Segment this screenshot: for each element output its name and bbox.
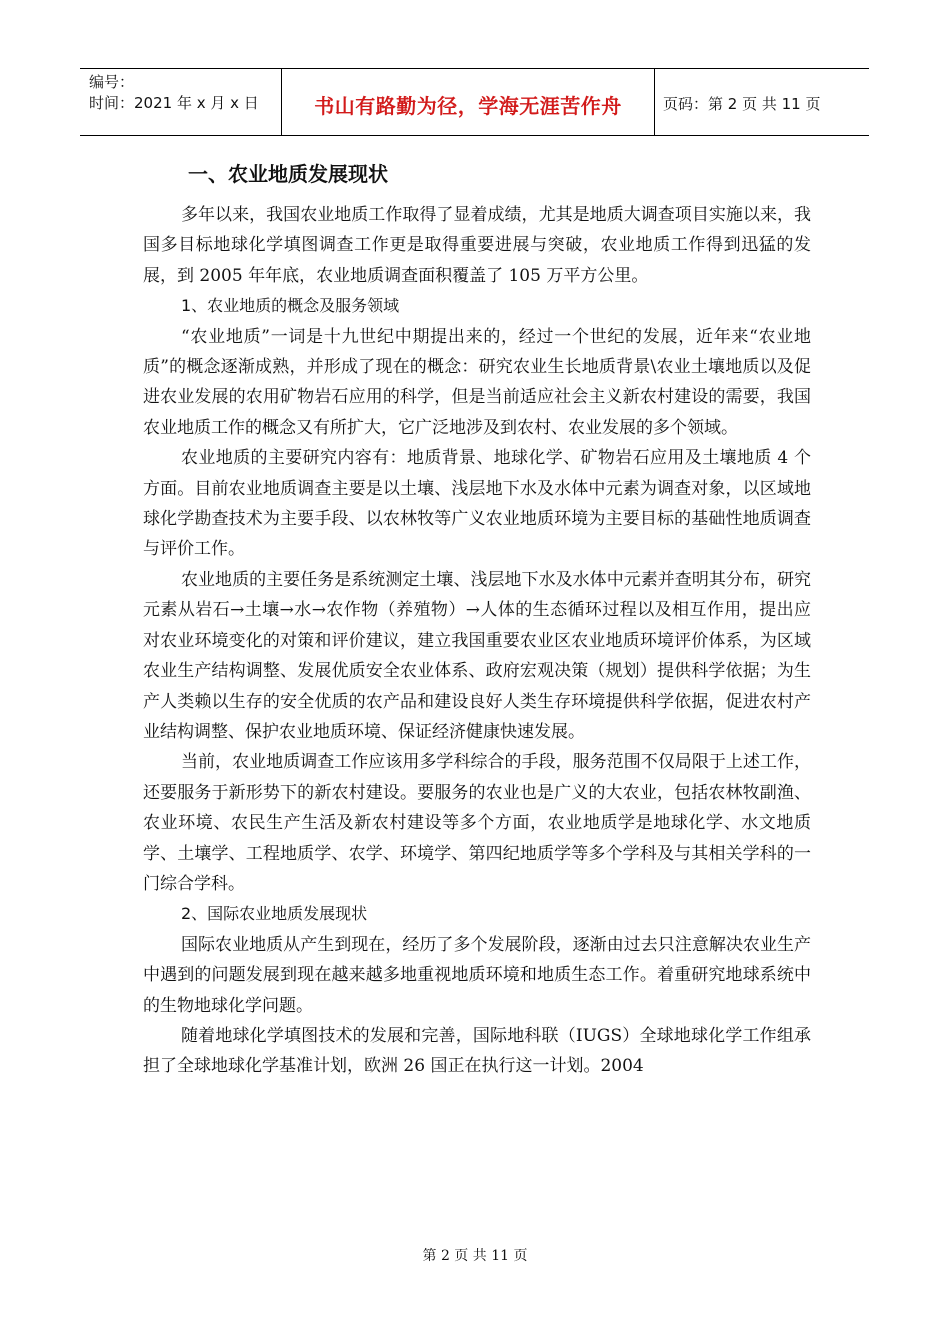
document-header: [80, 68, 869, 136]
paragraph: “农业地质”一词是十九世纪中期提出来的，经过一个世纪的发展，近年来“农业地质”的概念逐渐成熟，并形成了现在的概念：研究农业生长地质背景\农业土壤地质以及促进农业发展的农用矿物岩石应用的科学，但是当前适应社会主义新农村建设的需要，我国农业地质工作的概念又有所扩大，它广泛地涉及到农村、农业发展的多个领域。: [143, 326, 811, 438]
header-page-info: 页码：第 2 页 共 11 页: [663, 94, 821, 113]
subsection-2-title: 2、国际农业地质发展现状: [181, 904, 368, 924]
paragraph: 农业地质的主要任务是系统测定土壤、浅层地下水及水体中元素并查明其分布，研究元素从岩石→土壤→水→农作物（养殖物）→人体的生态循环过程以及相互作用，提出应对农业环境变化的对策和评价建议，建立我国重要农业区农业地质环境评价体系，为区域农业生产结构调整、发展优质安全农业体系、政府宏观决策（规划）提供科学依据；为生产人类赖以生存的安全优质的农产品和建设良好人类生存环境提供科学依据，促进农村产业结构调整、保护农业地质环境、保证经济健康快速发展。: [143, 569, 811, 742]
section-title: 一、农业地质发展现状: [188, 162, 388, 186]
intro-paragraph: 多年以来，我国农业地质工作取得了显着成绩，尤其是地质大调查项目实施以来，我国多目标地球化学填图调查工作更是取得重要进展与突破，农业地质工作得到迅猛的发展，到 2005 年年底，农业地质调查面积覆盖了 105 万平方公里。: [143, 205, 811, 286]
paragraph: 农业地质的主要研究内容有：地质背景、地球化学、矿物岩石应用及土壤地质 4 个方面。目前农业地质调查主要是以土壤、浅层地下水及水体中元素为调查对象，以区域地球化学勘查技术为主要手段、以农林牧等广义农业地质环境为主要目标的基础性地质调查与评价工作。: [143, 448, 811, 560]
number-label: 编号：: [89, 73, 135, 91]
footer-page-number: 第 2 页 共 11 页: [422, 1248, 528, 1264]
subsection-1-title: 1、农业地质的概念及服务领域: [181, 296, 400, 316]
page-footer: [0, 1245, 950, 1265]
document-body: [143, 160, 811, 1082]
header-motto-cell: [282, 69, 655, 135]
time-label: 时间：2021 年 x 月 x 日: [89, 94, 259, 112]
header-meta-cell: [80, 69, 282, 135]
paragraph: 当前，农业地质调查工作应该用多学科综合的手段，服务范围不仅局限于上述工作，还要服务于新形势下的新农村建设。要服务的农业也是广义的大农业，包括农林牧副渔、农业环境、农民生产生活及新农村建设等多个方面，农业地质学是地球化学、水文地质学、土壤学、工程地质学、农学、环境学、第四纪地质学等多个学科及与其相关学科的一门综合学科。: [143, 752, 811, 894]
header-page-cell: [655, 69, 869, 135]
paragraph: 随着地球化学填图技术的发展和完善，国际地科联（IUGS）全球地球化学工作组承担了全球地球化学基准计划，欧洲 26 国正在执行这一计划。2004: [143, 1025, 811, 1077]
header-motto: 书山有路勤为径，学海无涯苦作舟: [314, 93, 622, 118]
paragraph: 国际农业地质从产生到现在，经历了多个发展阶段，逐渐由过去只注意解决农业生产中遇到的问题发展到现在越来越多地重视地质环境和地质生态工作。着重研究地球系统中的生物地球化学问题。: [143, 934, 811, 1016]
